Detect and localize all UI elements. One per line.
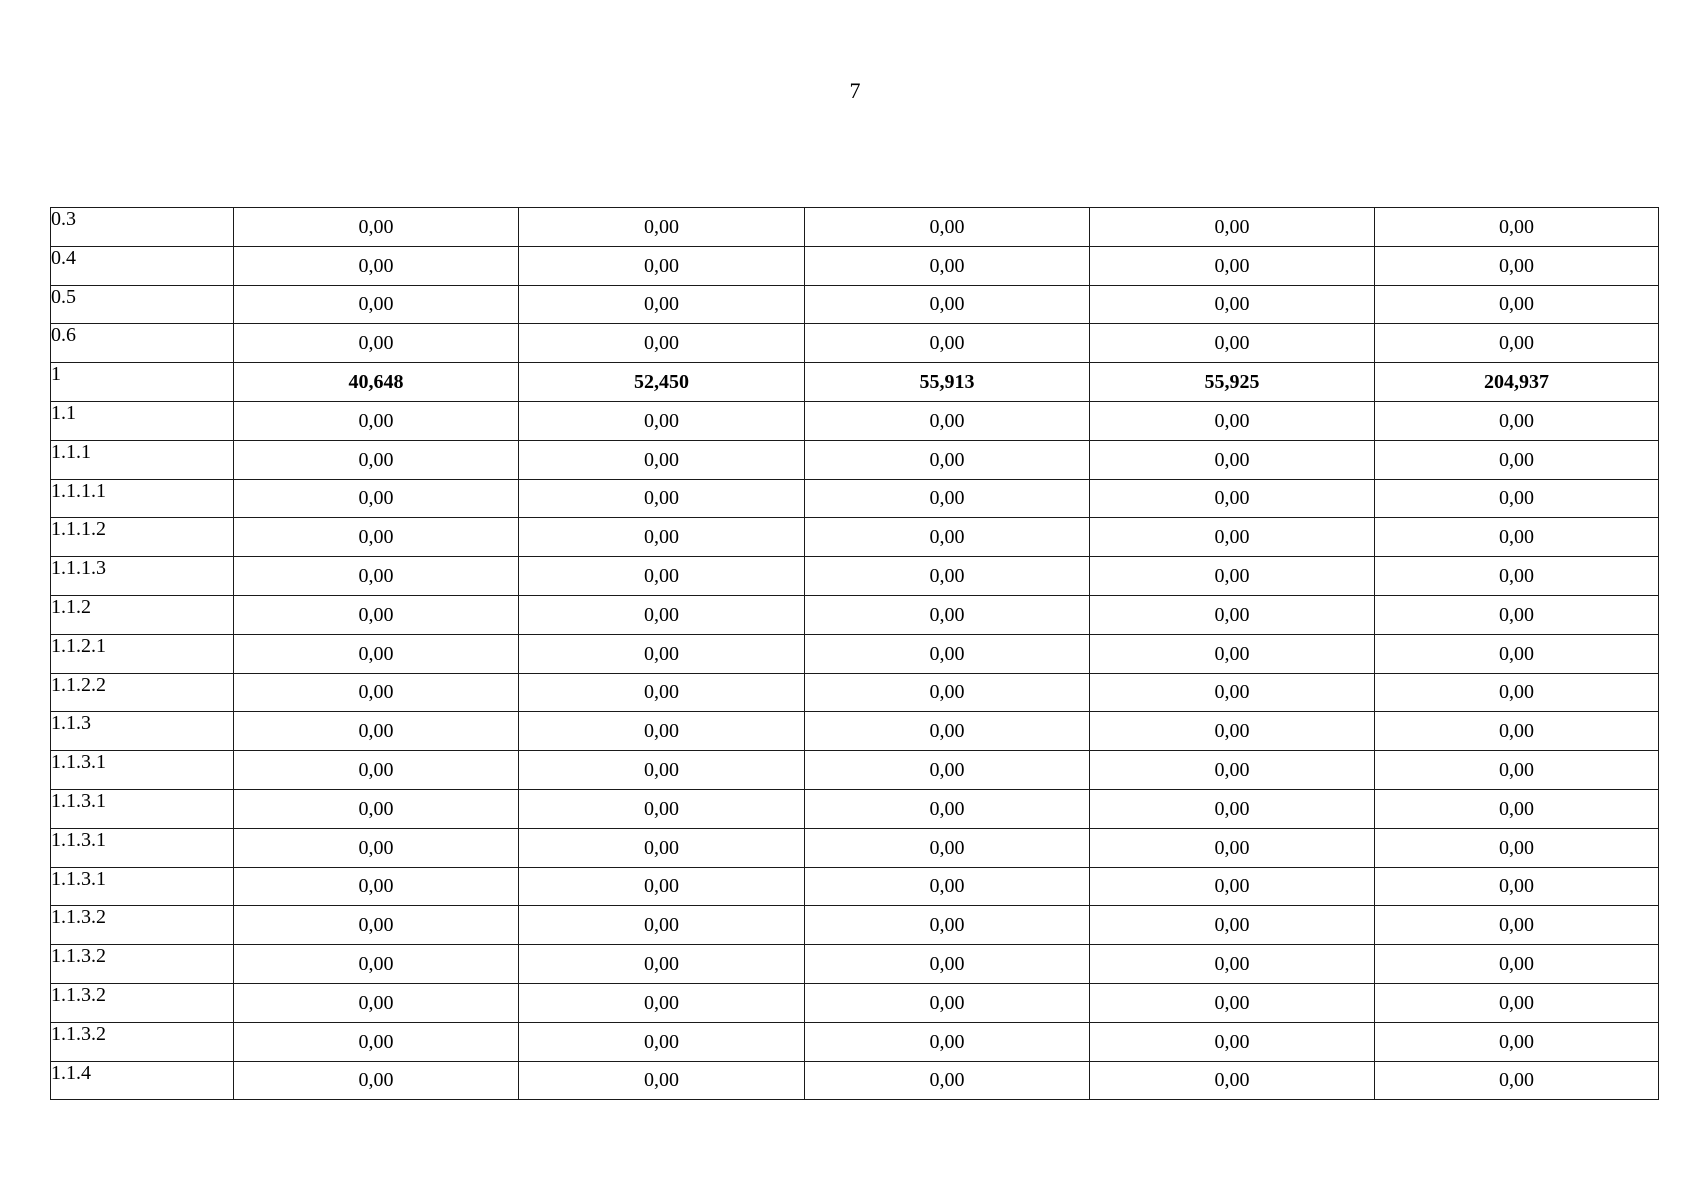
value-cell: 0,00 xyxy=(234,401,519,440)
table-row xyxy=(51,208,1659,247)
row-code-cell: 1.1.3.1 xyxy=(51,828,234,867)
value-cell: 0,00 xyxy=(1375,401,1659,440)
value-cell: 0,00 xyxy=(519,983,805,1022)
value-cell: 0,00 xyxy=(519,867,805,906)
value-cell: 0,00 xyxy=(234,557,519,596)
value-cell: 0,00 xyxy=(1090,595,1375,634)
row-code-cell: 1 xyxy=(51,363,234,402)
value-cell: 0,00 xyxy=(805,246,1090,285)
row-code-cell: 1.1.3.1 xyxy=(51,751,234,790)
row-code-cell: 1.1.3.2 xyxy=(51,945,234,984)
value-cell: 0,00 xyxy=(805,751,1090,790)
row-code-cell: 1.1.3 xyxy=(51,712,234,751)
value-cell: 0,00 xyxy=(234,1061,519,1100)
value-cell: 0,00 xyxy=(805,867,1090,906)
value-cell: 0,00 xyxy=(805,1022,1090,1061)
value-cell: 0,00 xyxy=(1090,867,1375,906)
data-table xyxy=(50,207,1659,1100)
value-cell: 0,00 xyxy=(519,828,805,867)
value-cell: 0,00 xyxy=(1375,208,1659,247)
value-cell: 0,00 xyxy=(234,712,519,751)
row-code-cell: 1.1.2.2 xyxy=(51,673,234,712)
row-code-cell: 1.1.2.1 xyxy=(51,634,234,673)
table-row xyxy=(51,518,1659,557)
value-cell: 0,00 xyxy=(1375,673,1659,712)
value-cell: 204,937 xyxy=(1375,363,1659,402)
value-cell: 0,00 xyxy=(234,828,519,867)
value-cell: 0,00 xyxy=(1375,906,1659,945)
value-cell: 0,00 xyxy=(1090,789,1375,828)
value-cell: 0,00 xyxy=(805,595,1090,634)
value-cell: 0,00 xyxy=(519,1061,805,1100)
value-cell: 0,00 xyxy=(1375,867,1659,906)
row-code-cell: 1.1.3.2 xyxy=(51,906,234,945)
value-cell: 0,00 xyxy=(1090,634,1375,673)
value-cell: 0,00 xyxy=(1375,595,1659,634)
value-cell: 0,00 xyxy=(234,1022,519,1061)
row-code-cell: 1.1.3.1 xyxy=(51,789,234,828)
value-cell: 0,00 xyxy=(805,401,1090,440)
value-cell: 0,00 xyxy=(234,440,519,479)
value-cell: 0,00 xyxy=(1375,479,1659,518)
value-cell: 0,00 xyxy=(1090,557,1375,596)
table-row xyxy=(51,401,1659,440)
value-cell: 0,00 xyxy=(805,518,1090,557)
value-cell: 0,00 xyxy=(1375,712,1659,751)
value-cell: 0,00 xyxy=(805,1061,1090,1100)
table-row xyxy=(51,634,1659,673)
value-cell: 0,00 xyxy=(805,557,1090,596)
row-code-cell: 1.1.4 xyxy=(51,1061,234,1100)
row-code-cell: 0.5 xyxy=(51,285,234,324)
table-row xyxy=(51,557,1659,596)
value-cell: 0,00 xyxy=(805,324,1090,363)
row-code-cell: 1.1.1.3 xyxy=(51,557,234,596)
value-cell: 0,00 xyxy=(234,673,519,712)
value-cell: 0,00 xyxy=(805,285,1090,324)
row-code-cell: 1.1.3.2 xyxy=(51,1022,234,1061)
value-cell: 0,00 xyxy=(519,208,805,247)
table-row xyxy=(51,906,1659,945)
value-cell: 0,00 xyxy=(234,983,519,1022)
value-cell: 0,00 xyxy=(1090,246,1375,285)
value-cell: 0,00 xyxy=(1090,208,1375,247)
value-cell: 0,00 xyxy=(805,634,1090,673)
table-row xyxy=(51,479,1659,518)
value-cell: 0,00 xyxy=(1375,285,1659,324)
value-cell: 0,00 xyxy=(1375,246,1659,285)
value-cell: 0,00 xyxy=(1090,673,1375,712)
value-cell: 0,00 xyxy=(1090,751,1375,790)
value-cell: 0,00 xyxy=(1090,324,1375,363)
page-number: 7 xyxy=(849,78,861,103)
table-row xyxy=(51,324,1659,363)
value-cell: 0,00 xyxy=(1375,518,1659,557)
value-cell: 52,450 xyxy=(519,363,805,402)
value-cell: 0,00 xyxy=(519,712,805,751)
row-code-cell: 1.1.1.1 xyxy=(51,479,234,518)
row-code-cell: 1.1.1.2 xyxy=(51,518,234,557)
value-cell: 0,00 xyxy=(1090,828,1375,867)
value-cell: 0,00 xyxy=(519,634,805,673)
value-cell: 0,00 xyxy=(1090,440,1375,479)
value-cell: 0,00 xyxy=(1090,712,1375,751)
value-cell: 0,00 xyxy=(1090,983,1375,1022)
value-cell: 0,00 xyxy=(1375,983,1659,1022)
value-cell: 0,00 xyxy=(1090,401,1375,440)
value-cell: 0,00 xyxy=(1090,285,1375,324)
value-cell: 0,00 xyxy=(234,208,519,247)
value-cell: 0,00 xyxy=(805,440,1090,479)
table-row xyxy=(51,1061,1659,1100)
table-row xyxy=(51,867,1659,906)
value-cell: 55,925 xyxy=(1090,363,1375,402)
value-cell: 55,913 xyxy=(805,363,1090,402)
value-cell: 0,00 xyxy=(1090,1061,1375,1100)
row-code-cell: 1.1.1 xyxy=(51,440,234,479)
table-row xyxy=(51,1022,1659,1061)
value-cell: 40,648 xyxy=(234,363,519,402)
table-body xyxy=(51,208,1659,1100)
table-row xyxy=(51,595,1659,634)
value-cell: 0,00 xyxy=(234,634,519,673)
row-code-cell: 1.1.3.1 xyxy=(51,867,234,906)
value-cell: 0,00 xyxy=(805,906,1090,945)
value-cell: 0,00 xyxy=(1375,634,1659,673)
table-row xyxy=(51,789,1659,828)
value-cell: 0,00 xyxy=(519,595,805,634)
value-cell: 0,00 xyxy=(234,518,519,557)
table-row xyxy=(51,945,1659,984)
row-code-cell: 1.1.2 xyxy=(51,595,234,634)
table-row xyxy=(51,712,1659,751)
row-code-cell: 1.1 xyxy=(51,401,234,440)
value-cell: 0,00 xyxy=(519,285,805,324)
value-cell: 0,00 xyxy=(1375,945,1659,984)
value-cell: 0,00 xyxy=(1375,440,1659,479)
value-cell: 0,00 xyxy=(805,208,1090,247)
value-cell: 0,00 xyxy=(519,440,805,479)
table-row xyxy=(51,440,1659,479)
value-cell: 0,00 xyxy=(1090,479,1375,518)
table-row xyxy=(51,285,1659,324)
value-cell: 0,00 xyxy=(519,324,805,363)
value-cell: 0,00 xyxy=(1375,828,1659,867)
value-cell: 0,00 xyxy=(519,673,805,712)
value-cell: 0,00 xyxy=(1090,945,1375,984)
value-cell: 0,00 xyxy=(805,673,1090,712)
table-row xyxy=(51,983,1659,1022)
value-cell: 0,00 xyxy=(1375,557,1659,596)
row-code-cell: 0.6 xyxy=(51,324,234,363)
value-cell: 0,00 xyxy=(1375,789,1659,828)
value-cell: 0,00 xyxy=(519,401,805,440)
value-cell: 0,00 xyxy=(805,983,1090,1022)
value-cell: 0,00 xyxy=(234,789,519,828)
value-cell: 0,00 xyxy=(1090,1022,1375,1061)
value-cell: 0,00 xyxy=(519,945,805,984)
table-row xyxy=(51,751,1659,790)
value-cell: 0,00 xyxy=(519,246,805,285)
value-cell: 0,00 xyxy=(519,789,805,828)
value-cell: 0,00 xyxy=(1375,751,1659,790)
table-row xyxy=(51,246,1659,285)
value-cell: 0,00 xyxy=(805,828,1090,867)
value-cell: 0,00 xyxy=(519,1022,805,1061)
row-code-cell: 0.3 xyxy=(51,208,234,247)
value-cell: 0,00 xyxy=(1375,1061,1659,1100)
value-cell: 0,00 xyxy=(234,906,519,945)
value-cell: 0,00 xyxy=(1375,324,1659,363)
value-cell: 0,00 xyxy=(234,867,519,906)
value-cell: 0,00 xyxy=(805,479,1090,518)
row-code-cell: 0.4 xyxy=(51,246,234,285)
value-cell: 0,00 xyxy=(234,595,519,634)
value-cell: 0,00 xyxy=(1090,906,1375,945)
table-row xyxy=(51,363,1659,402)
value-cell: 0,00 xyxy=(805,789,1090,828)
value-cell: 0,00 xyxy=(519,906,805,945)
value-cell: 0,00 xyxy=(234,479,519,518)
value-cell: 0,00 xyxy=(519,518,805,557)
value-cell: 0,00 xyxy=(519,557,805,596)
value-cell: 0,00 xyxy=(234,324,519,363)
value-cell: 0,00 xyxy=(805,945,1090,984)
value-cell: 0,00 xyxy=(234,246,519,285)
value-cell: 0,00 xyxy=(1090,518,1375,557)
row-code-cell: 1.1.3.2 xyxy=(51,983,234,1022)
value-cell: 0,00 xyxy=(805,712,1090,751)
value-cell: 0,00 xyxy=(234,285,519,324)
value-cell: 0,00 xyxy=(234,751,519,790)
value-cell: 0,00 xyxy=(519,751,805,790)
value-cell: 0,00 xyxy=(234,945,519,984)
table-row xyxy=(51,828,1659,867)
table-row xyxy=(51,673,1659,712)
value-cell: 0,00 xyxy=(519,479,805,518)
value-cell: 0,00 xyxy=(1375,1022,1659,1061)
